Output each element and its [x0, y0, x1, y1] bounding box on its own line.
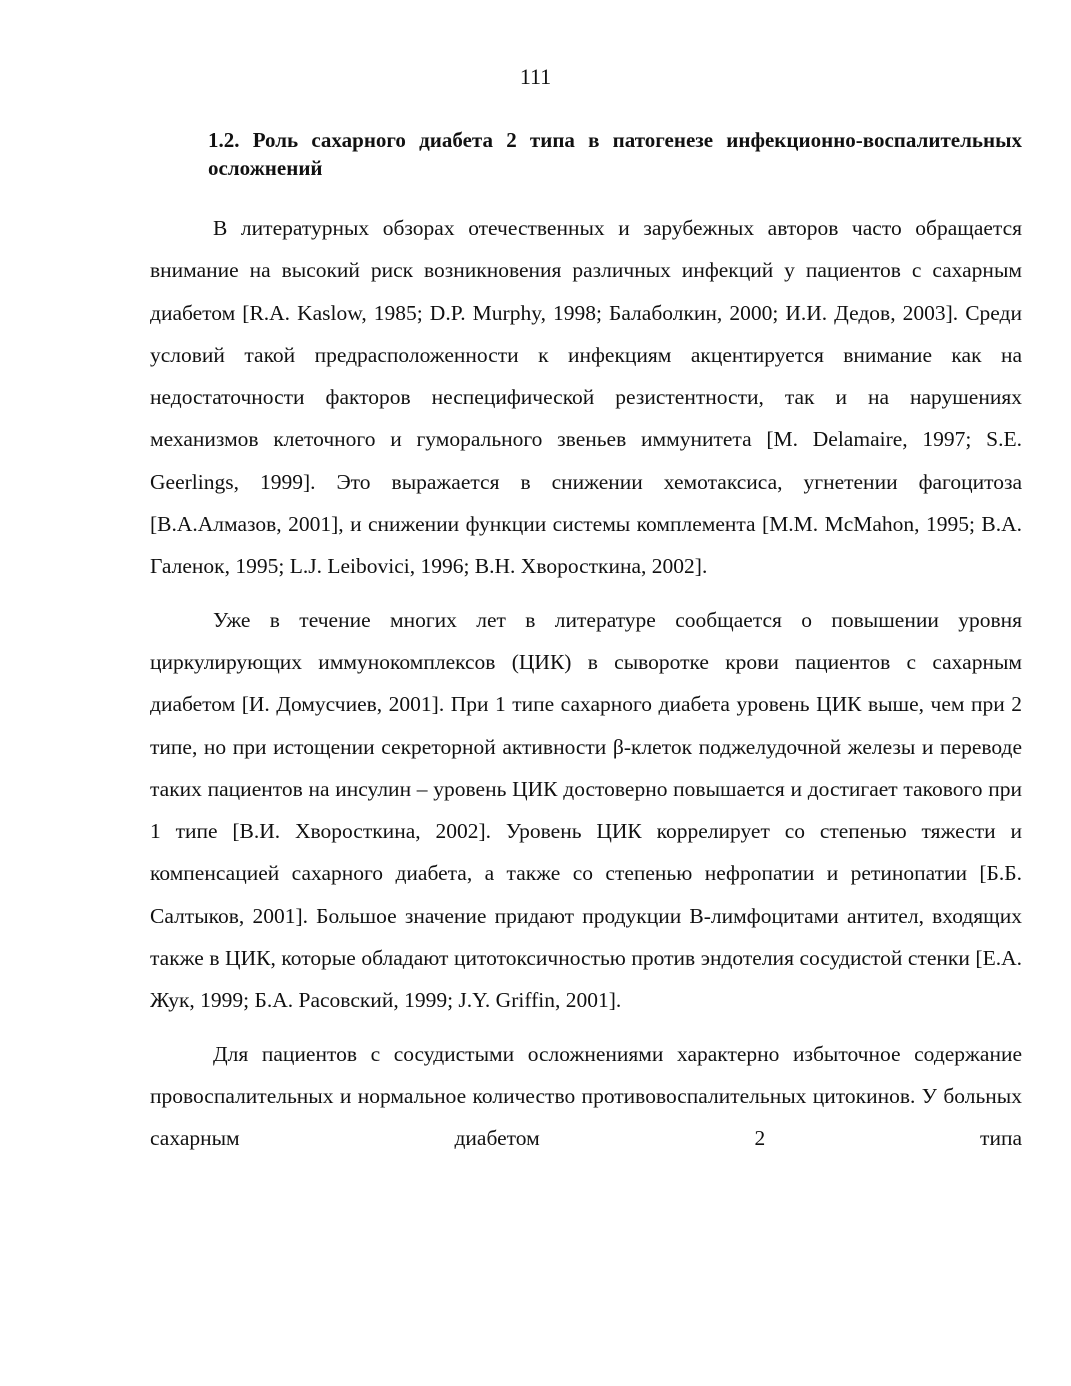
- page-number: 111: [519, 64, 552, 89]
- paragraph-infections-risk: В литературных обзорах отечественных и зарубежных авторов часто обращается внимание на высокий риск возникновения различных инфекций у пациентов с сахарным диабетом [R.A. Kaslow, 1985; D.P. Murphy, 1998; Балаболкин, 2000; И.И. Дедов, 2003]. Среди условий такой предрасположенности к инфекциям акцентируется внимание как на недостаточности факторов неспецифической резистентности, так и на нарушениях механизмов клеточного и гуморального звеньев иммунитета [M. Delamaire, 1997; S.E. Geerlings, 1999]. Это выражается в снижении хемотаксиса, угнетении фагоцитоза [В.А.Алмазов, 2001], и снижении функции системы комплемента [M.M. McMahon, 1995; В.А. Галенок, 1995; L.J. Leibovici, 1996; В.Н. Хворосткина, 2002].: [150, 216, 1022, 579]
- paragraph-cytokines: Для пациентов с сосудистыми осложнениями характерно избыточное содержание провоспалительных и нормальное количество противовоспалительных цитокинов. У больных сахарным диабетом 2 типа: [150, 1041, 1022, 1151]
- section-heading: 1.2. Роль сахарного диабета 2 типа в патогенезе инфекционно-воспалительных осложнений: [208, 128, 1022, 180]
- paragraph-immune-complexes: Уже в течение многих лет в литературе сообщается о повышении уровня циркулирующих иммунокомплексов (ЦИК) в сыворотке крови пациентов с сахарным диабетом [И. Домусчиев, 2001]. При 1 типе сахарного диабета уровень ЦИК выше, чем при 2 типе, но при истощении секреторной активности β-клеток поджелудочной железы и переводе таких пациентов на инсулин – уровень ЦИК достоверно повышается и достигает такового при 1 типе [В.И. Хворосткина, 2002]. Уровень ЦИК коррелирует со степенью тяжести и компенсацией сахарного диабета, а также со степенью нефропатии и ретинопатии [Б.Б. Салтыков, 2001]. Большое значение придают продукции В-лимфоцитами антител, входящих также в ЦИК, которые обладают цитотоксичностью против эндотелия сосудистой стенки [Е.А. Жук, 1999; Б.А. Расовский, 1999; J.Y. Griffin, 2001].: [150, 607, 1022, 1013]
- document-body: [150, 207, 1022, 1160]
